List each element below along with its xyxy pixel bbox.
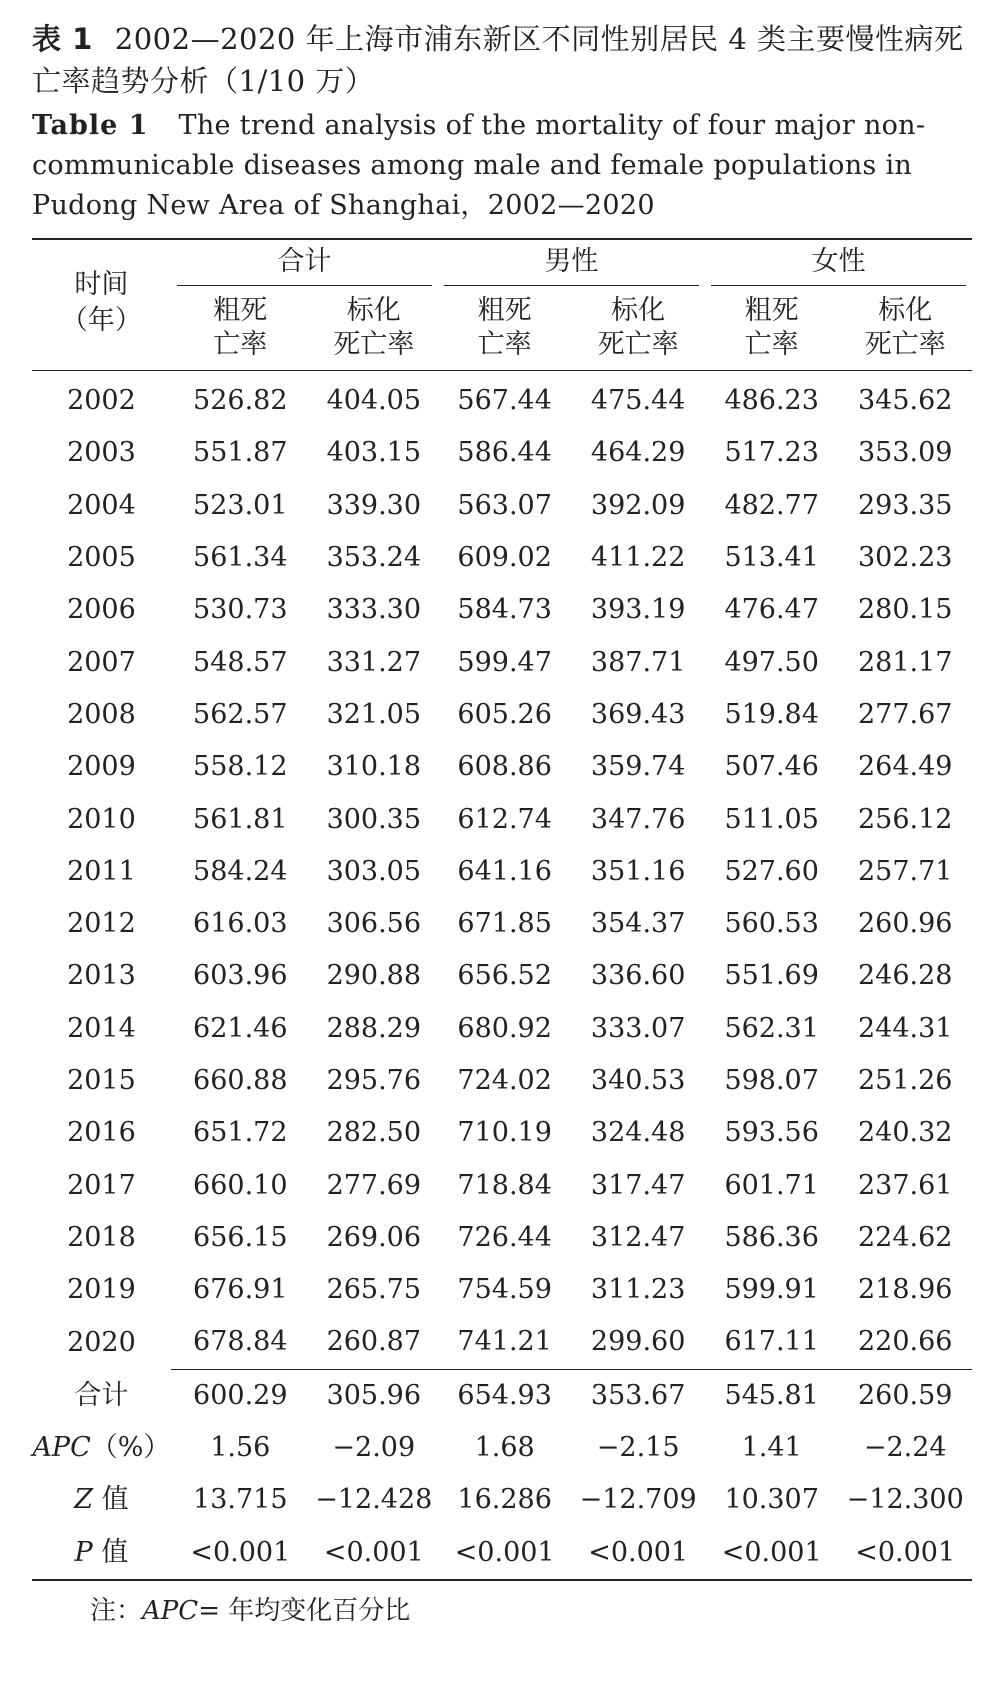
- value-cell: 476.47: [724, 594, 819, 626]
- value-cell: 641.16: [457, 855, 552, 887]
- summary-value-cell: −12.709: [579, 1484, 697, 1516]
- table-row: [32, 427, 972, 479]
- note-term: APC: [142, 1595, 199, 1626]
- value-cell: 656.15: [193, 1221, 288, 1253]
- year-cell: 2017: [67, 1169, 136, 1201]
- summary-value-cell: <0.001: [454, 1536, 555, 1568]
- value-cell: 561.34: [193, 542, 288, 574]
- value-cell: 608.86: [457, 751, 552, 783]
- value-cell: 482.77: [724, 489, 819, 521]
- summary-row: [32, 1422, 972, 1474]
- value-cell: 523.01: [193, 489, 288, 521]
- value-cell: 331.27: [326, 646, 422, 678]
- value-cell: 598.07: [724, 1065, 819, 1096]
- summary-value-cell: 353.67: [571, 1369, 705, 1422]
- sub-header: 标化 死亡率: [838, 290, 972, 371]
- year-cell: 2018: [67, 1221, 136, 1253]
- year-cell: 2015: [67, 1065, 136, 1096]
- summary-value-cell: 1.68: [474, 1432, 535, 1464]
- year-cell: 2016: [67, 1117, 136, 1149]
- value-cell: 264.49: [857, 751, 953, 783]
- year-cell: 2013: [67, 960, 136, 992]
- summary-rows: [32, 1369, 972, 1580]
- summary-row: [32, 1474, 972, 1526]
- value-cell: 218.96: [857, 1274, 953, 1306]
- value-cell: 586.44: [457, 437, 552, 469]
- caption-en-text: The trend analysis of the mortality of four major non-communicable diseases among male and female populations in Pudong New Area of Shanghai，2002—2020: [32, 110, 926, 221]
- value-cell: 526.82: [193, 385, 288, 417]
- value-cell: 513.41: [724, 542, 819, 574]
- value-cell: 302.23: [857, 542, 953, 574]
- value-cell: 333.07: [590, 1012, 686, 1044]
- group-header-female: 女性: [705, 239, 972, 290]
- year-cell: 2011: [67, 855, 136, 887]
- value-cell: 300.35: [326, 803, 422, 835]
- summary-label-symbol: APC: [32, 1432, 91, 1464]
- summary-row: [32, 1527, 972, 1580]
- value-cell: 710.19: [457, 1117, 552, 1149]
- value-cell: 246.28: [857, 960, 953, 992]
- value-cell: 310.18: [326, 751, 422, 783]
- caption-en-label: Table 1: [32, 110, 149, 141]
- value-cell: 293.35: [857, 489, 953, 521]
- summary-value-cell: 1.56: [210, 1432, 271, 1464]
- table-row: [32, 950, 972, 1002]
- table-row: [32, 1212, 972, 1264]
- summary-value-cell: <0.001: [190, 1536, 291, 1568]
- value-cell: 718.84: [457, 1169, 552, 1201]
- value-cell: 354.37: [590, 908, 686, 940]
- value-cell: 224.62: [857, 1221, 953, 1253]
- value-cell: 609.02: [457, 542, 552, 574]
- summary-label: [32, 1527, 171, 1580]
- value-cell: 353.24: [326, 542, 422, 574]
- value-cell: 726.44: [457, 1221, 552, 1253]
- value-cell: 656.52: [457, 960, 552, 992]
- table-row: [32, 480, 972, 532]
- caption-zh-label: 表 1: [32, 22, 93, 56]
- value-cell: 339.30: [326, 489, 422, 521]
- value-cell: 299.60: [590, 1326, 686, 1358]
- value-cell: 599.47: [457, 646, 552, 678]
- table-row: [32, 1159, 972, 1211]
- group-header-male: 男性: [438, 239, 705, 290]
- table-row: [32, 741, 972, 793]
- table-row: [32, 636, 972, 688]
- value-cell: 369.43: [590, 698, 686, 730]
- value-cell: 562.57: [193, 698, 288, 730]
- summary-value-cell: <0.001: [855, 1536, 956, 1568]
- sub-header: 粗死 亡率: [705, 290, 839, 371]
- year-cell: 2009: [67, 751, 136, 783]
- summary-value-cell: 260.59: [838, 1369, 972, 1422]
- caption-zh: [32, 18, 972, 102]
- value-cell: 754.59: [457, 1274, 552, 1306]
- value-cell: 593.56: [724, 1117, 819, 1149]
- value-cell: 621.46: [193, 1012, 288, 1044]
- value-cell: 237.61: [857, 1169, 953, 1201]
- sub-header: 粗死 亡率: [438, 290, 572, 371]
- value-cell: 220.66: [857, 1326, 953, 1358]
- summary-label-symbol: P: [74, 1536, 93, 1568]
- value-cell: 351.16: [590, 855, 686, 887]
- summary-value-cell: <0.001: [721, 1536, 822, 1568]
- sub-header: 标化 死亡率: [310, 290, 438, 371]
- value-cell: 475.44: [590, 385, 686, 417]
- summary-label-text: 合计: [74, 1379, 129, 1411]
- value-cell: 340.53: [590, 1065, 686, 1096]
- value-cell: 660.88: [193, 1065, 288, 1096]
- summary-value-cell: −2.09: [332, 1432, 416, 1464]
- value-cell: 599.91: [724, 1274, 819, 1306]
- summary-value-cell: 654.93: [438, 1369, 572, 1422]
- summary-value-cell: 600.29: [171, 1369, 310, 1422]
- value-cell: 563.07: [457, 489, 552, 521]
- value-cell: 507.46: [724, 751, 819, 783]
- summary-label: [32, 1474, 171, 1526]
- year-cell: 2008: [67, 698, 136, 730]
- value-cell: 240.32: [857, 1117, 953, 1149]
- value-cell: 601.71: [724, 1169, 819, 1201]
- value-cell: 324.48: [590, 1117, 686, 1149]
- value-cell: 411.22: [590, 542, 686, 574]
- summary-value-cell: −2.15: [596, 1432, 680, 1464]
- table-row: [32, 1264, 972, 1316]
- table-row: [32, 689, 972, 741]
- value-cell: 651.72: [193, 1117, 288, 1149]
- value-cell: 617.11: [724, 1326, 819, 1358]
- value-cell: 277.69: [326, 1169, 422, 1201]
- corner-header: 时间 （年）: [32, 239, 171, 371]
- caption-en: [32, 106, 972, 226]
- value-cell: 678.84: [193, 1326, 288, 1358]
- summary-value-cell: −2.24: [863, 1432, 947, 1464]
- summary-value-cell: 16.286: [457, 1484, 552, 1516]
- value-cell: 671.85: [457, 908, 552, 940]
- year-cell: 2007: [67, 646, 136, 678]
- value-cell: 387.71: [590, 646, 686, 678]
- value-cell: 567.44: [457, 385, 552, 417]
- value-cell: 306.56: [326, 908, 422, 940]
- value-cell: 281.17: [857, 646, 953, 678]
- note-prefix: 注：: [90, 1595, 143, 1626]
- summary-row: [32, 1369, 972, 1422]
- sub-header: 粗死 亡率: [171, 290, 310, 371]
- value-cell: 519.84: [724, 698, 819, 730]
- value-cell: 277.67: [857, 698, 953, 730]
- caption-zh-text: 2002—2020 年上海市浦东新区不同性别居民 4 类主要慢性病死亡率趋势分析（1/10 万）: [32, 22, 964, 98]
- summary-value-cell: −12.300: [846, 1484, 964, 1516]
- table-row: [32, 1107, 972, 1159]
- value-cell: 497.50: [724, 646, 819, 678]
- summary-label-text: 值: [93, 1484, 129, 1516]
- value-cell: 295.76: [326, 1065, 422, 1096]
- value-cell: 612.74: [457, 803, 552, 835]
- group-header-total: 合计: [171, 239, 438, 290]
- table-row: [32, 1003, 972, 1055]
- summary-value-cell: 545.81: [705, 1369, 839, 1422]
- summary-label: [32, 1422, 171, 1474]
- table-row: [32, 793, 972, 845]
- year-cell: 2003: [67, 437, 136, 469]
- year-cell: 2004: [67, 489, 136, 521]
- value-cell: 561.81: [193, 803, 288, 835]
- value-cell: 345.62: [857, 385, 953, 417]
- value-cell: 280.15: [857, 594, 953, 626]
- year-cell: 2012: [67, 908, 136, 940]
- value-cell: 317.47: [590, 1169, 686, 1201]
- value-cell: 393.19: [590, 594, 686, 626]
- sub-header: 标化 死亡率: [571, 290, 705, 371]
- table-figure: [32, 18, 972, 1629]
- mortality-table: [32, 238, 972, 1581]
- value-cell: 616.03: [193, 908, 288, 940]
- year-cell: 2002: [67, 385, 136, 417]
- value-cell: 548.57: [193, 646, 288, 678]
- value-cell: 303.05: [326, 855, 422, 887]
- table-row: [32, 371, 972, 428]
- value-cell: 251.26: [857, 1065, 953, 1096]
- year-cell: 2010: [67, 803, 136, 835]
- value-cell: 724.02: [457, 1065, 552, 1096]
- value-cell: 257.71: [857, 855, 953, 887]
- value-cell: 359.74: [590, 751, 686, 783]
- summary-value-cell: <0.001: [588, 1536, 689, 1568]
- value-cell: 527.60: [724, 855, 819, 887]
- summary-value-cell: −12.428: [315, 1484, 433, 1516]
- value-cell: 551.69: [724, 960, 819, 992]
- value-cell: 321.05: [326, 698, 422, 730]
- value-cell: 584.24: [193, 855, 288, 887]
- value-cell: 347.76: [590, 803, 686, 835]
- table-row: [32, 898, 972, 950]
- value-cell: 511.05: [724, 803, 819, 835]
- table-row: [32, 584, 972, 636]
- value-cell: 404.05: [326, 385, 422, 417]
- value-cell: 560.53: [724, 908, 819, 940]
- value-cell: 256.12: [857, 803, 953, 835]
- year-rows: [32, 371, 972, 1370]
- value-cell: 741.21: [457, 1326, 552, 1358]
- value-cell: 558.12: [193, 751, 288, 783]
- year-cell: 2020: [67, 1326, 136, 1358]
- value-cell: 353.09: [857, 437, 953, 469]
- value-cell: 269.06: [326, 1221, 422, 1253]
- year-cell: 2005: [67, 542, 136, 574]
- value-cell: 260.87: [326, 1326, 422, 1358]
- summary-value-cell: <0.001: [323, 1536, 424, 1568]
- value-cell: 605.26: [457, 698, 552, 730]
- value-cell: 530.73: [193, 594, 288, 626]
- value-cell: 312.47: [590, 1221, 686, 1253]
- value-cell: 265.75: [326, 1274, 422, 1306]
- summary-label-text: 值: [92, 1536, 129, 1568]
- summary-value-cell: 13.715: [193, 1484, 288, 1516]
- summary-value-cell: 10.307: [724, 1484, 819, 1516]
- table-row: [32, 846, 972, 898]
- year-cell: 2006: [67, 594, 136, 626]
- value-cell: 680.92: [457, 1012, 552, 1044]
- summary-label: [32, 1369, 171, 1422]
- value-cell: 392.09: [590, 489, 686, 521]
- value-cell: 290.88: [326, 960, 422, 992]
- summary-label-symbol: Z: [74, 1484, 94, 1516]
- value-cell: 584.73: [457, 594, 552, 626]
- table-row: [32, 532, 972, 584]
- value-cell: 486.23: [724, 385, 819, 417]
- table-row: [32, 1316, 972, 1369]
- value-cell: 660.10: [193, 1169, 288, 1201]
- summary-value-cell: 1.41: [741, 1432, 802, 1464]
- value-cell: 551.87: [193, 437, 288, 469]
- value-cell: 464.29: [590, 437, 686, 469]
- value-cell: 403.15: [326, 437, 422, 469]
- year-cell: 2019: [67, 1274, 136, 1306]
- value-cell: 244.31: [857, 1012, 953, 1044]
- table-row: [32, 1055, 972, 1107]
- value-cell: 562.31: [724, 1012, 819, 1044]
- value-cell: 336.60: [590, 960, 686, 992]
- value-cell: 517.23: [724, 437, 819, 469]
- summary-value-cell: 305.96: [310, 1369, 438, 1422]
- note-text: = 年均变化百分比: [198, 1595, 411, 1626]
- value-cell: 333.30: [326, 594, 422, 626]
- table-note: [90, 1593, 972, 1629]
- value-cell: 282.50: [326, 1117, 422, 1149]
- value-cell: 311.23: [590, 1274, 686, 1306]
- value-cell: 603.96: [193, 960, 288, 992]
- year-cell: 2014: [67, 1012, 136, 1044]
- summary-label-text: （%）: [90, 1432, 171, 1464]
- value-cell: 676.91: [193, 1274, 288, 1306]
- value-cell: 260.96: [857, 908, 953, 940]
- value-cell: 288.29: [326, 1012, 422, 1044]
- value-cell: 586.36: [724, 1221, 819, 1253]
